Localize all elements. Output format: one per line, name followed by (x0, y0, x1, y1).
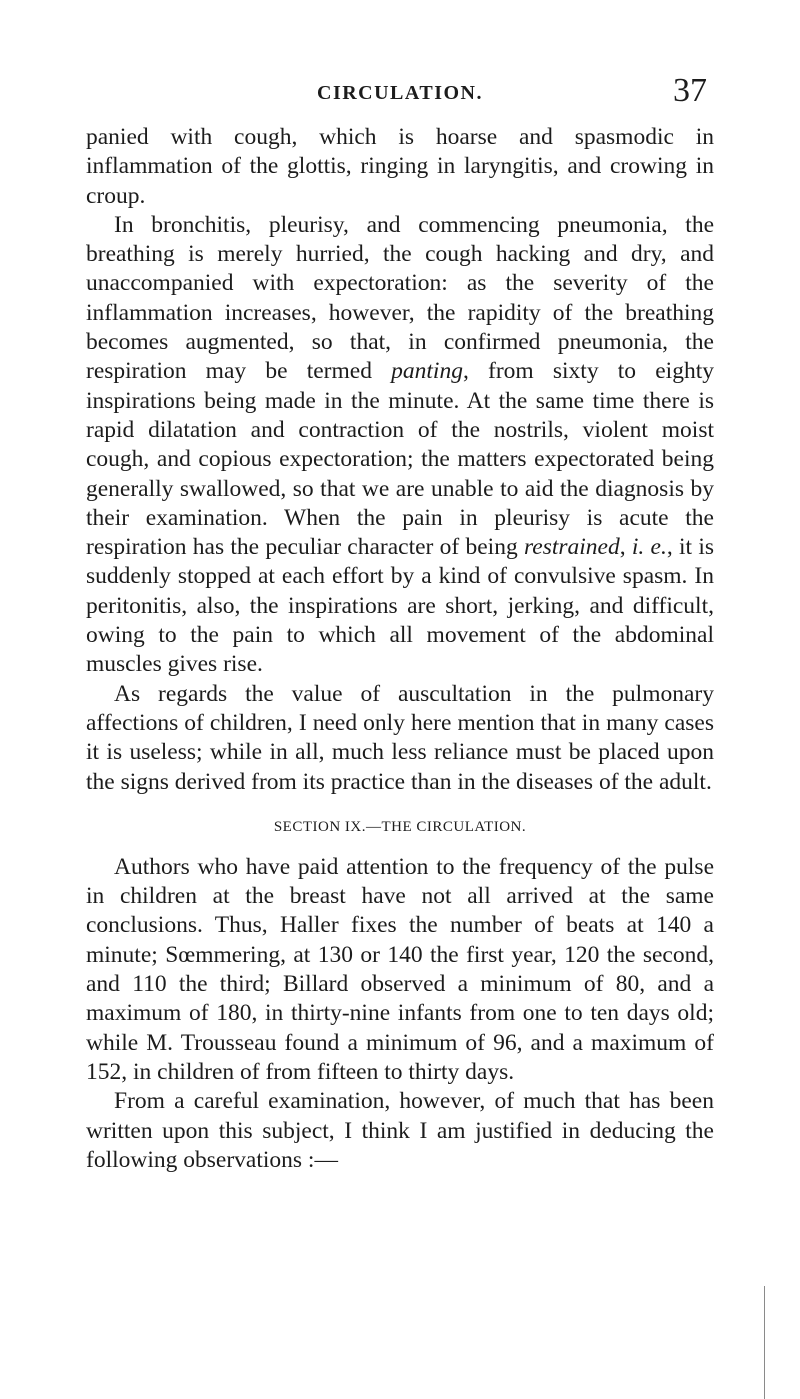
paragraph-text: panied with cough, which is hoarse and spasmodic in inflammation of the glottis, ringing in laryngitis, and crowing in croup. (86, 124, 714, 209)
paragraph-text: From a careful examination, however, of much that has been written upon this subject, I think I am justified in deducing the following observations :— (86, 1088, 714, 1173)
paragraph-auscultation (86, 680, 714, 797)
running-title: CIRCULATION. (317, 82, 483, 104)
paragraph-breathing (86, 211, 714, 680)
italic-term-restrained: restrained (523, 534, 620, 561)
separator: , (619, 534, 632, 561)
paragraph-text: As regards the value of auscultation in the pulmonary affections of children, I need only here mention that in many cases it is useless; while in all, much less reliance must be placed upon the signs derived from its practice than in the diseases of the adult. (86, 680, 714, 795)
paragraph-text: In bronchitis, pleurisy, and commencing pneumonia, the breathing is merely hurried, the cough hacking and dry, and unaccompanied with expectoration: as the severity of the inflammation increases, however, the rapidity of the breathing becomes augmented, so that, in confirmed pneumonia, the respiration may be termed (86, 211, 714, 385)
body-text (86, 123, 714, 1175)
paragraph-text: , from sixty to eighty inspirations being made in the minute. At the same time there is rapid dilatation and contraction of the nostrils, violent moist cough, and copious expectoration; the matters expectorated being generally swallowed, so that we are unable to aid the diagnosis by their examination. When the pain in pleurisy is acute the respiration has the peculiar character of being (86, 358, 714, 561)
paragraph-continued (86, 123, 714, 211)
paragraph-observations (86, 1087, 714, 1175)
margin-line (764, 1286, 765, 1399)
paragraph-pulse (86, 853, 714, 1087)
paragraph-text: Authors who have paid attention to the frequency of the pulse in children at the breast have not all arrived at the same conclusions. Thus, Haller fixes the number of beats at 140 a minute; Sœmmering, at 130 or 140 the first year, 120 the second, and 110 the third; Billard observed a minimum of 80, and a maximum of 180, in thirty-nine infants from one to ten days old; while M. Trousseau found a minimum of 96, and a maximum of 152, in children of from fifteen to thirty days. (86, 853, 714, 1085)
page-number: 37 (673, 72, 707, 109)
italic-term-ie: i. e. (631, 534, 667, 561)
section-heading: SECTION IX.—THE CIRCULATION. (273, 818, 527, 835)
paragraph-text: , it is suddenly stopped at each effort by a kind of convulsive spasm. In peritonitis, also, the inspirations are short, jerking, and difficult, owing to the pain to which all movement of the abdominal muscles gives rise. (86, 534, 715, 678)
running-head (0, 72, 800, 118)
italic-term-panting: panting (391, 358, 463, 385)
